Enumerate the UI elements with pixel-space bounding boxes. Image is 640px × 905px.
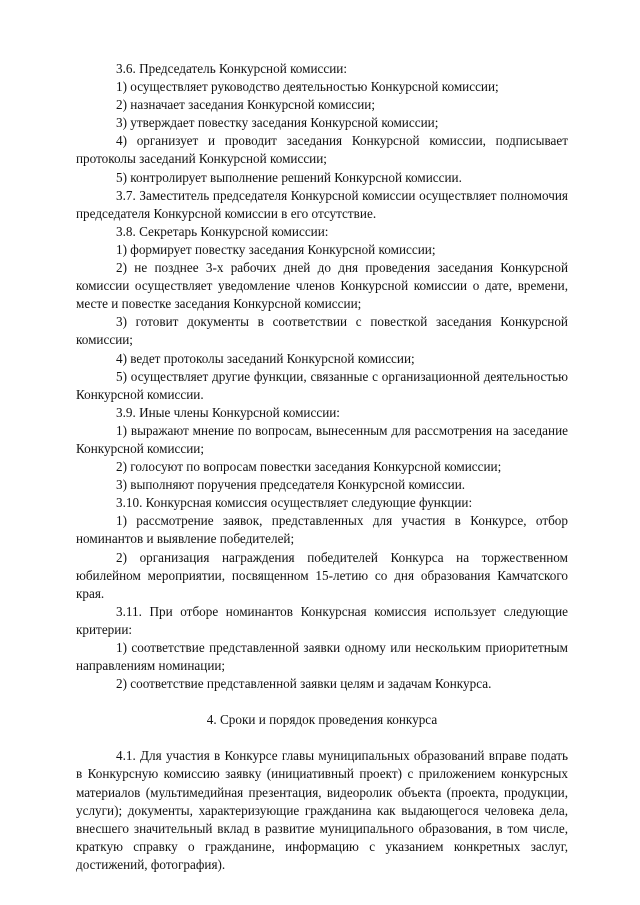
paragraph: 3.7. Заместитель председателя Конкурсной комиссии осуществляет полномочия председателя Конкурсной комиссии в его отсутствие. — [76, 187, 568, 221]
list-item: 1) формирует повестку заседания Конкурсной комиссии; — [116, 241, 436, 257]
list-item: 3) утверждает повестку заседания Конкурсной комиссии; — [116, 115, 439, 131]
paragraph: 3.10. Конкурсная комиссия осуществляет следующие функции: — [116, 495, 473, 511]
list-item: 3) готовит документы в соответствии с повесткой заседания Конкурсной комиссии; — [76, 314, 568, 348]
paragraph: 3.8. Секретарь Конкурсной комиссии: — [116, 223, 329, 239]
list-item: 4) ведет протоколы заседаний Конкурсной комиссии; — [116, 350, 415, 366]
list-item: 5) контролирует выполнение решений Конкурсной комиссии. — [116, 169, 462, 185]
list-item: 2) организация награждения победителей Конкурса на торжественном юбилейном мероприятии, посвященном 15-летию со дня образования Камчатского края. — [76, 549, 568, 601]
list-item: 1) осуществляет руководство деятельностью Конкурсной комиссии; — [116, 79, 499, 95]
list-item: 1) соответствие представленной заявки одному или нескольким приоритетным направлениям номинации; — [76, 640, 568, 674]
paragraph: 3.9. Иные члены Конкурсной комиссии: — [116, 404, 340, 420]
paragraph: 3.6. Председатель Конкурсной комиссии: — [116, 61, 348, 76]
paragraph: 3.11. При отборе номинантов Конкурсная комиссия использует следующие критерии: — [76, 603, 568, 637]
list-item: 2) голосуют по вопросам повестки заседания Конкурсной комиссии; — [116, 459, 502, 475]
paragraph: 4.1. Для участия в Конкурсе главы муниципальных образований вправе подать в Конкурсную комиссию заявку (инициативный проект) с приложением конкурсных материалов (мультимедийная презентация, видеоролик объекта (проекта, продукции, услуги); документы, характеризующие гражданина как выдающегося человека дела, внесшего значительный вклад в развитие муниципального образования, в том числе, краткую справку о гражданине, информацию с указанием конкретных заслуг, достижений, фотография). — [76, 748, 568, 872]
list-item: 1) выражают мнение по вопросам, вынесенным для рассмотрения на заседание Конкурсной комиссии; — [76, 422, 568, 456]
document-page — [76, 60, 568, 874]
list-item: 3) выполняют поручения председателя Конкурсной комиссии. — [116, 477, 466, 493]
list-item: 2) назначает заседания Конкурсной комиссии; — [116, 97, 376, 113]
list-item: 1) рассмотрение заявок, представленных для участия в Конкурсе, отбор номинантов и выявление победителей; — [76, 513, 568, 547]
list-item: 2) соответствие представленной заявки целям и задачам Конкурса. — [116, 676, 492, 692]
list-item: 4) организует и проводит заседания Конкурсной комиссии, подписывает протоколы заседаний Конкурсной комиссии; — [76, 133, 568, 167]
list-item: 5) осуществляет другие функции, связанные с организационной деятельностью Конкурсной комиссии. — [76, 368, 568, 402]
list-item: 2) не позднее 3-х рабочих дней до дня проведения заседания Конкурсной комиссии осуществляет уведомление членов Конкурсной комиссии о дате, времени, месте и повестке заседания Конкурсной комиссии; — [76, 260, 568, 312]
section-heading: 4. Сроки и порядок проведения конкурса — [206, 712, 438, 728]
